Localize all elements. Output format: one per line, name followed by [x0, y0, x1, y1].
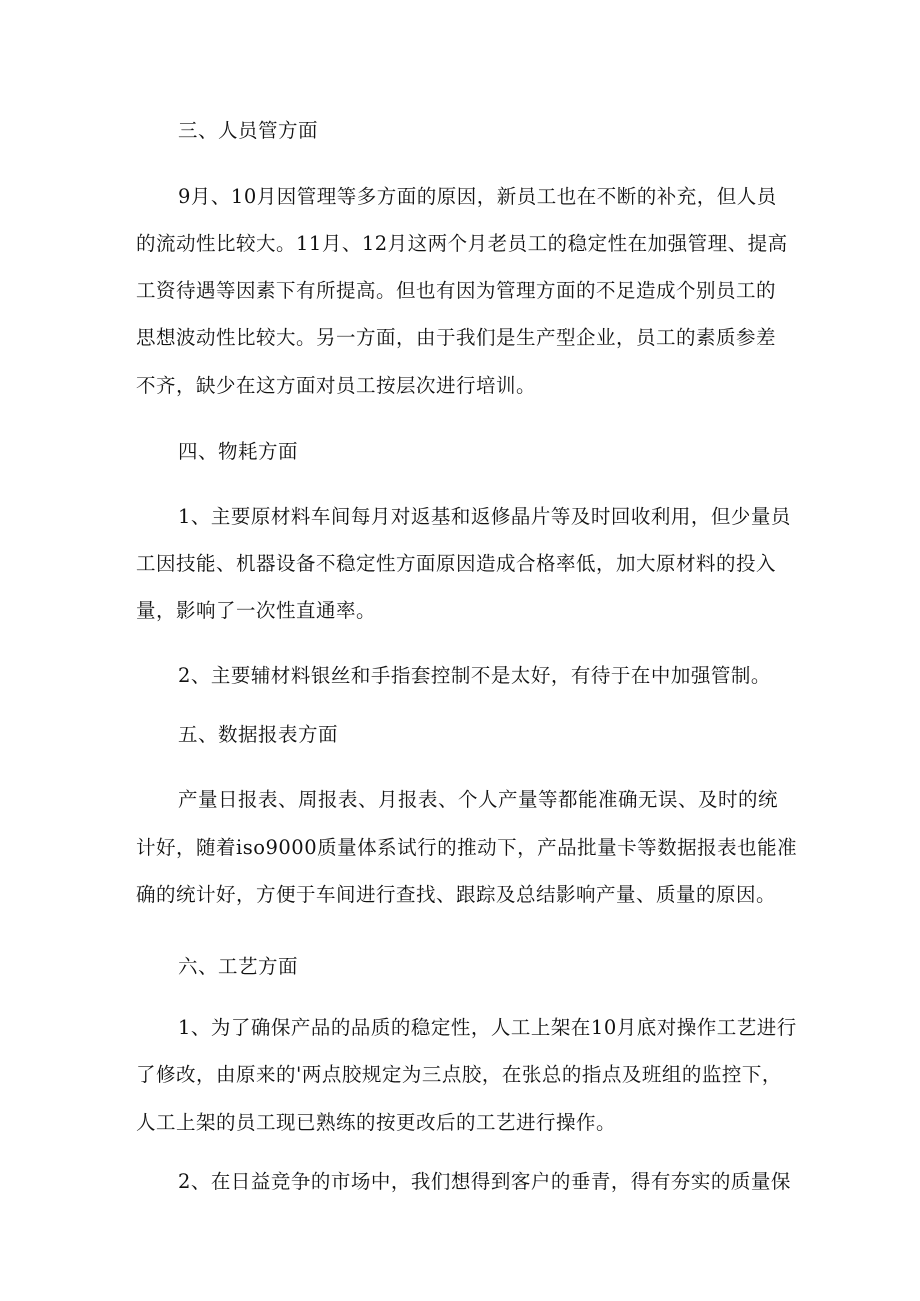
paragraph-line: 9月、10月因管理等多方面的原因，新员工也在不断的补充，但人员 [178, 185, 777, 208]
paragraph-line: 1、为了确保产品的品质的稳定性，人工上架在10月底对操作工艺进行 [178, 1016, 797, 1039]
paragraph-line: 2、主要辅材料银丝和手指套控制不是太好，有待于在中加强管制。 [178, 664, 771, 687]
paragraph-line: 工资待遇等因素下有所提高。但也有因为管理方面的不足造成个别员工的 [136, 279, 777, 302]
paragraph-line: 思想波动性比较大。另一方面，由于我们是生产型企业，员工的素质参差 [136, 326, 777, 349]
paragraph-line: 产量日报表、周报表、月报表、个人产量等都能准确无误、及时的统 [178, 788, 779, 811]
paragraph-line: 计好，随着iso9000质量体系试行的推动下，产品批量卡等数据报表也能准 [136, 836, 798, 859]
paragraph-line: 不齐，缺少在这方面对员工按层次进行培训。 [136, 374, 537, 397]
section-heading-process: 六、工艺方面 [178, 955, 299, 978]
paragraph-line: 人工上架的员工现已熟练的按更改后的工艺进行操作。 [136, 1111, 617, 1134]
paragraph-line: 了修改，由原来的'两点胶规定为三点胶，在张总的指点及班组的监控下， [136, 1063, 782, 1086]
paragraph-line: 工因技能、机器设备不稳定性方面原因造成合格率低，加大原材料的投入 [136, 552, 777, 575]
section-heading-data-reports: 五、数据报表方面 [178, 723, 339, 746]
paragraph-line: 2、在日益竞争的市场中，我们想得到客户的垂青，得有夯实的质量保 [178, 1170, 791, 1193]
paragraph-line: 确的统计好，方便于车间进行查找、跟踪及总结影响产量、质量的原因。 [136, 883, 777, 906]
section-heading-personnel: 三、人员管方面 [178, 119, 319, 142]
section-heading-materials: 四、物耗方面 [178, 440, 299, 463]
paragraph-line: 的流动性比较大。11月、12月这两个月老员工的稳定性在加强管理、提高 [136, 232, 788, 255]
paragraph-line: 量，影响了一次性直通率。 [136, 599, 377, 622]
paragraph-line: 1、主要原材料车间每月对返基和返修晶片等及时回收利用，但少量员 [178, 505, 791, 528]
